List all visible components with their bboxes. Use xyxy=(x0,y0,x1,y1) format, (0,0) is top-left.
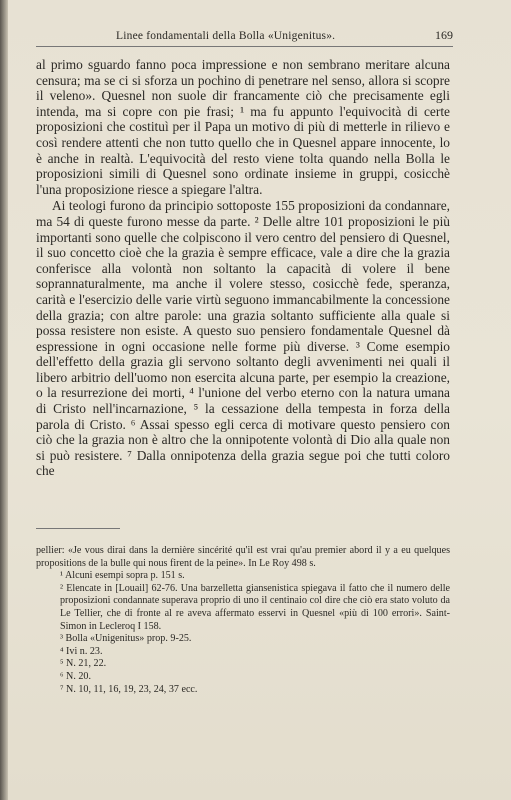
paragraph-1: al primo sguardo fanno poca impressione e non sembrano meritare alcuna censura; ma se ci si sforza un pochino di penetrare nel senso, allora si scopre il veleno». Quesnel non suole dir francamente ciò che precisamente egli intenda, ma si copre con pie frasi; ¹ ma fu appunto l'equivocità di certe proposizioni che costituì per il Papa un motivo di più di metterle in rilievo e così rendere attenti che non tutto quello che in Quesnel appare innocente, lo è anche in realtà. L'equivocità del resto viene tolta quando nella Bolla le proposizioni simili di Quesnel sono ordinate insieme in gruppi, cosicchè l'una proposizione riesce a spiegare l'altra. xyxy=(36,57,450,197)
body-text xyxy=(36,57,450,479)
page-binding-edge xyxy=(0,0,8,800)
footnotes xyxy=(36,545,450,696)
paragraph-2: Ai teologi furono da principio sottoposte 155 proposizioni da condannare, ma 54 di queste furono messe da parte. ² Delle altre 101 proposizioni le più importanti sono quelle che colpiscono il vero centro del pensiero di Quesnel, il suo concetto cioè che la grazia è sempre efficace, vale a dire che la grazia conferisce alla volontà non soltanto la capacità di volere il bene soprannaturalmente, ma anche il volere stesso, cosicchè fede, speranza, carità e l'esercizio delle varie virtù seguono immancabilmente la concessione della grazia; con altre parole: una grazia soltanto sufficiente alla quale si possa resistere non esiste. A questo suo pensiero fondamentale Quesnel dà espressione in ogni occasione nelle forme più diverse. ³ Come esempio dell'effetto della grazia gli servono soltanto degli avvenimenti nei quali il libero arbitrio dell'uomo non esercita alcuna parte, per esempio la creazione, o la resurrezione dei morti, ⁴ l'unione del verbo eterno con la natura umana di Cristo nell'incarnazione, ⁵ la cessazione della tempesta in forza della parola di Cristo. ⁶ Assai spesso egli cerca di motivare questo pensiero con ciò che la grazia non è altro che la onnipotente volontà di Dio alla quale non si può resistere. ⁷ Dalla onnipotenza della grazia segue poi che tutti coloro che xyxy=(36,198,450,479)
header-rule xyxy=(36,46,453,47)
footnote-separator xyxy=(36,528,120,529)
running-title: Linee fondamentali della Bolla «Unigenitus». xyxy=(116,30,336,42)
footnote-4: ⁴ Ivi n. 23. xyxy=(60,645,103,657)
footnote-6: ⁶ N. 20. xyxy=(60,670,91,682)
footnote-5: ⁵ N. 21, 22. xyxy=(60,658,107,670)
page-number: 169 xyxy=(435,28,453,42)
footnote-3: ³ Bolla «Unigenitus» prop. 9-25. xyxy=(60,633,192,645)
page-header xyxy=(36,24,453,46)
footnote-7: ⁷ N. 10, 11, 16, 19, 23, 24, 37 ecc. xyxy=(60,683,198,695)
footnote-1: ¹ Alcuni esempi sopra p. 151 s. xyxy=(60,570,185,582)
footnote-2: ² Elencate in [Louail] 62-76. Una barzelletta giansenistica spiegava il fatto che il numero delle proposizioni condannate superava proprio di uno il centinaio col dire che ciò era stato voluto da Le Tellier, che di fronte al re aveva affermato esservi in Quesnel «più di 100 errori». Saint-Simon in Lecleroq I 158. xyxy=(60,582,450,632)
footnote-continuation: pellier: «Je vous dirai dans la dernière sincérité qu'il est vrai qu'au premier abord il y a eu quelques propositions de la bulle qui nous firent de la peine». In Le Roy 498 s. xyxy=(36,545,450,569)
